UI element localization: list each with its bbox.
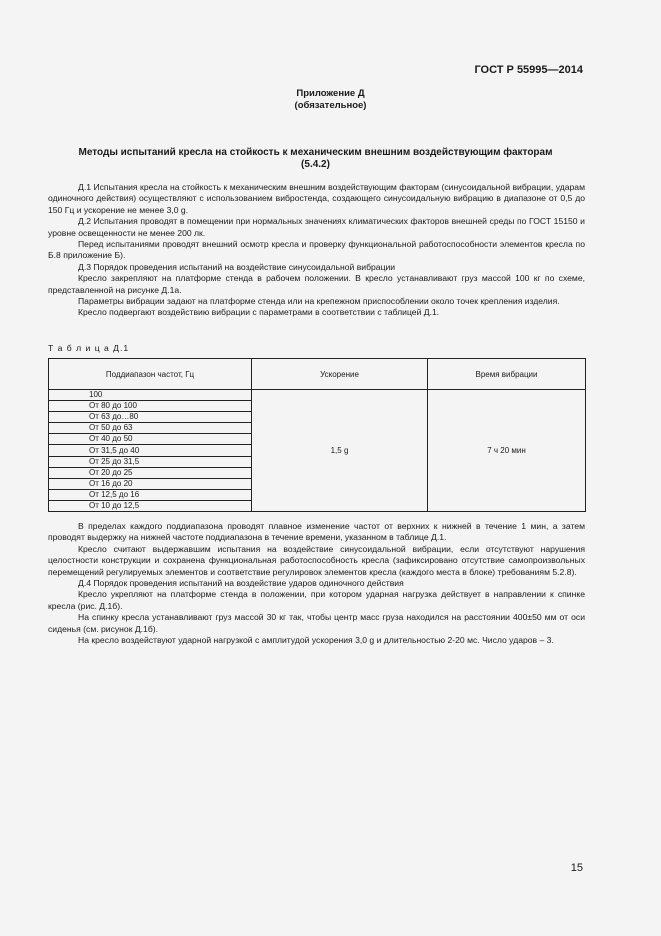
header-duration: Время вибрации <box>428 359 586 390</box>
section-title-line2: (5.4.2) <box>301 159 330 170</box>
paragraph-sweep: В пределах каждого поддиапазона проводят плавное изменение частот от верхних к нижней в течение 1 мин, а затем проводят выдержку на нижней частоте поддиапазона в течение времени, указанном в таблице Д.1. <box>48 521 585 543</box>
frequency-cell: От 16 до 20 <box>49 478 252 489</box>
frequency-cell: 100 <box>49 390 252 401</box>
paragraph-d4: Д.4 Порядок проведения испытаний на воздействие ударов одиночного действия <box>78 578 404 589</box>
section-title-line1: Методы испытаний кресла на стойкость к механическим внешним воздействующим факторам <box>78 147 553 158</box>
header-acceleration: Ускорение <box>252 359 428 390</box>
annex-title: Приложение Д <box>296 88 365 99</box>
header-frequency: Поддиапазон частот, Гц <box>49 359 252 390</box>
frequency-cell: От 20 до 25 <box>49 467 252 478</box>
section-title <box>48 147 583 171</box>
body-text-before-table <box>48 182 585 319</box>
vibration-table <box>48 358 586 512</box>
paragraph-shock-mounting: Кресло укрепляют на платформе стенда в положении, при котором ударная нагрузка действует в направлении к спинке кресла (рис. Д.1б). <box>48 589 585 611</box>
annex-status: (обязательное) <box>294 100 367 111</box>
frequency-cell: От 10 до 12,5 <box>49 500 252 511</box>
acceleration-cell: 1,5 g <box>252 390 428 512</box>
paragraph-parameters: Параметры вибрации задают на платформе стенда или на крепежном приспособлении около точек крепления изделия. <box>78 296 560 307</box>
frequency-cell: От 40 до 50 <box>49 434 252 445</box>
frequency-cell: От 25 до 31,5 <box>49 456 252 467</box>
table-row <box>49 390 586 401</box>
paragraph-d2: Д.2 Испытания проводят в помещении при нормальных значениях климатических факторов внешней среды по ГОСТ 15150 и уровне освещенности не менее 200 лк. <box>48 216 585 238</box>
annex-heading <box>0 88 661 112</box>
duration-cell: 7 ч 20 мин <box>428 390 586 512</box>
paragraph-pass-criteria: Кресло считают выдержавшим испытания на воздействие синусоидальной вибрации, если отсутствуют нарушения целостности конструкции и сохранена функциональная работоспособность кресла (зафиксировано отсутствие самопроизвольных перемещений регулируемых элементов и соответствие регулировок элементов кресла (каждого места в блоке) требованиям 5.2.8). <box>48 543 585 577</box>
standard-header: ГОСТ Р 55995—2014 <box>474 64 583 76</box>
table-header-row <box>49 359 586 390</box>
body-text-after-table <box>48 521 585 646</box>
paragraph-load: На спинку кресла устанавливают груз массой 30 кг так, чтобы центр масс груза находился на расстоянии 400±50 мм от оси сиденья (см. рисунок Д.1б). <box>48 612 585 634</box>
paragraph-shock-params: На кресло воздействуют ударной нагрузкой с амплитудой ускорения 3,0 g и длительностью 2-20 мс. Число ударов – 3. <box>78 635 554 646</box>
frequency-cell: От 31,5 до 40 <box>49 445 252 456</box>
paragraph-exposure: Кресло подвергают воздействию вибрации с параметрами в соответствии с таблицей Д.1. <box>78 307 440 318</box>
paragraph-inspection: Перед испытаниями проводят внешний осмотр кресла и проверку функциональной работоспособности элементов кресла по Б.8 приложение Б). <box>48 239 585 261</box>
page-number: 15 <box>570 862 583 874</box>
frequency-cell: От 80 до 100 <box>49 401 252 412</box>
paragraph-mounting: Кресло закрепляют на платформе стенда в рабочем положении. В кресло устанавливают груз массой 100 кг по схеме, представленной на рисунке Д.1а. <box>48 273 585 295</box>
paragraph-d1: Д.1 Испытания кресла на стойкость к механическим внешним воздействующим факторам (синусоидальной вибрации, ударам одиночного действия) осуществляют с использованием вибростенда, создающего синусоидальную вибрацию в диапазоне от 0,5 до 150 Гц и ускорение не менее 3,0 g. <box>48 182 585 215</box>
frequency-cell: От 63 до…80 <box>49 412 252 423</box>
frequency-cell: От 12,5 до 16 <box>49 489 252 500</box>
paragraph-d3: Д.3 Порядок проведения испытаний на воздействие синусоидальной вибрации <box>78 261 396 272</box>
frequency-cell: От 50 до 63 <box>49 423 252 434</box>
table-caption: Т а б л и ц а Д.1 <box>48 343 130 353</box>
